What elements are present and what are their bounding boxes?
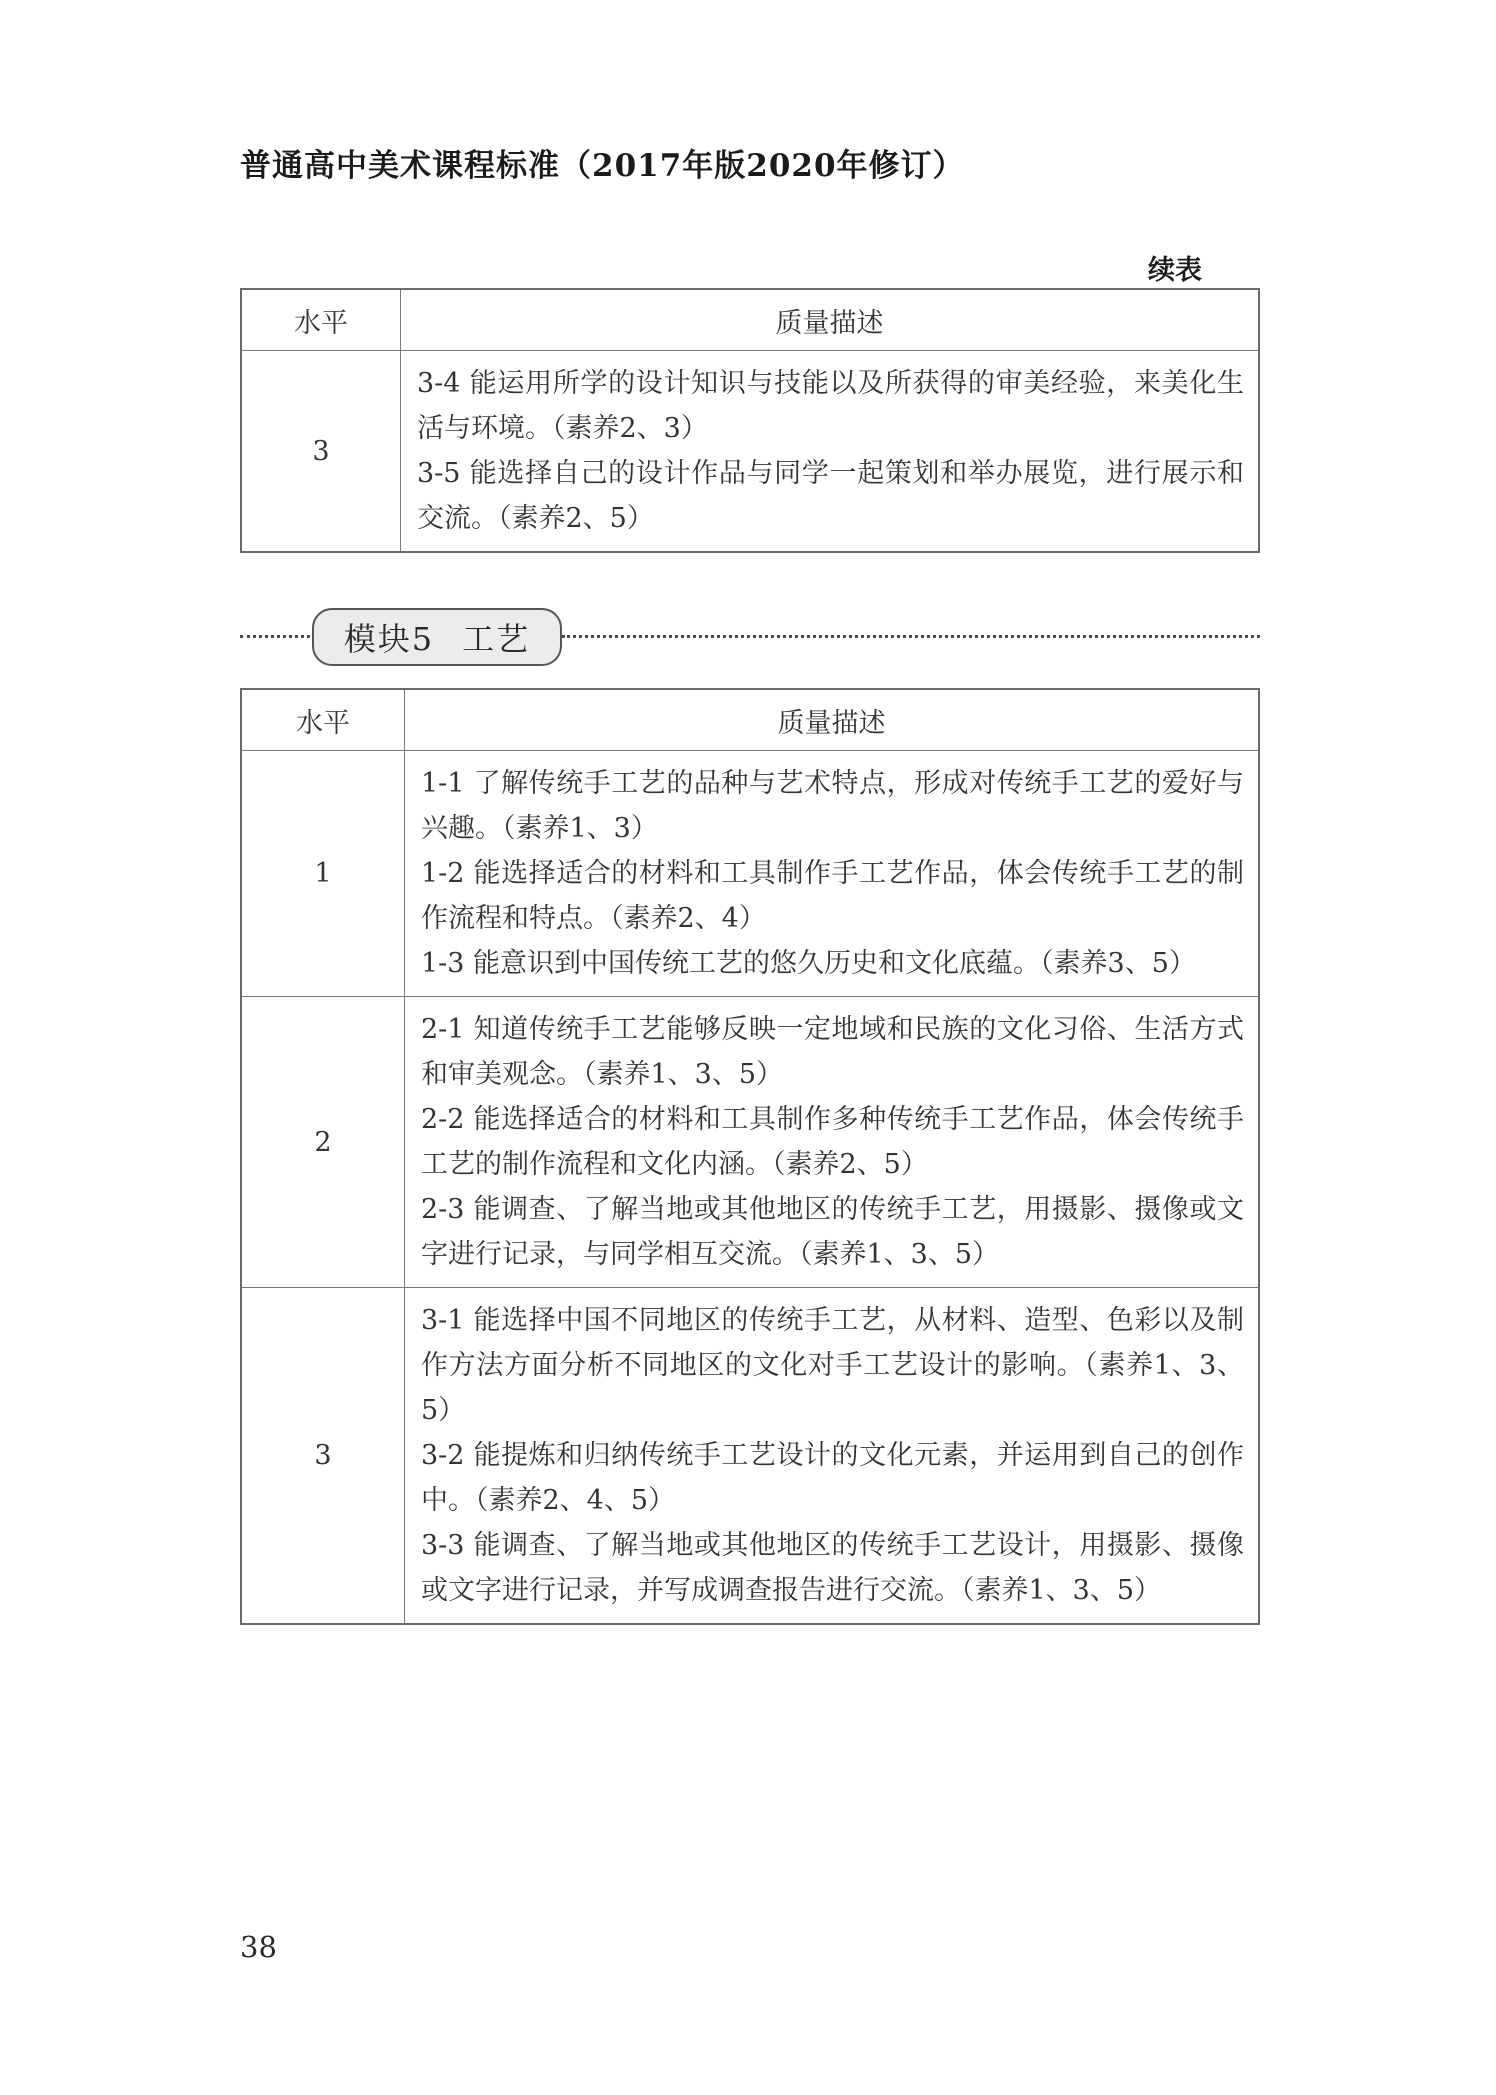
quality-item: 3-1 能选择中国不同地区的传统手工艺，从材料、造型、色彩以及制作方法方面分析不同地区的文化对手工艺设计的影响。（素养1、3、5） <box>421 1305 1244 1426</box>
quality-item: 2-2 能选择适合的材料和工具制作多种传统手工艺作品，体会传统手工艺的制作流程和文化内涵。（素养2、5） <box>421 1104 1244 1180</box>
level-cell: 2 <box>241 997 405 1288</box>
module-name: 工艺 <box>462 620 531 658</box>
description-cell <box>405 751 1260 997</box>
running-header-title: 普通高中美术课程标准（2017年版2020年修订） <box>240 148 965 184</box>
page-number: 38 <box>240 1930 277 1964</box>
quality-item: 3-2 能提炼和归纳传统手工艺设计的文化元素，并运用到自己的创作中。（素养2、4、5） <box>421 1440 1244 1516</box>
quality-item: 1-3 能意识到中国传统工艺的悠久历史和文化底蕴。（素养3、5） <box>421 948 1196 979</box>
quality-item: 3-4 能运用所学的设计知识与技能以及所获得的审美经验，来美化生活与环境。（素养2、3） <box>417 368 1244 444</box>
continued-table-label: 续表 <box>1148 255 1202 286</box>
column-header-level: 水平 <box>241 289 401 351</box>
column-header-level: 水平 <box>241 689 405 751</box>
quality-item: 3-5 能选择自己的设计作品与同学一起策划和举办展览，进行展示和交流。（素养2、5） <box>417 458 1244 534</box>
quality-item: 3-3 能调查、了解当地或其他地区的传统手工艺设计，用摄影、摄像或文字进行记录，并写成调查报告进行交流。（素养1、3、5） <box>421 1530 1244 1606</box>
quality-item: 2-1 知道传统手工艺能够反映一定地域和民族的文化习俗、生活方式和审美观念。（素养1、3、5） <box>421 1014 1244 1090</box>
quality-item: 2-3 能调查、了解当地或其他地区的传统手工艺，用摄影、摄像或文字进行记录，与同学相互交流。（素养1、3、5） <box>421 1194 1244 1270</box>
description-cell <box>405 997 1260 1288</box>
module-title-pill <box>312 608 562 666</box>
table-row <box>241 1288 1259 1625</box>
module-banner <box>240 608 1260 664</box>
description-cell <box>401 351 1260 553</box>
table-row <box>241 997 1259 1288</box>
table-row <box>241 351 1259 553</box>
table-header-row <box>241 689 1259 751</box>
quality-item: 1-2 能选择适合的材料和工具制作手工艺作品，体会传统手工艺的制作流程和特点。（素养2、4） <box>421 858 1244 934</box>
column-header-description: 质量描述 <box>401 289 1260 351</box>
level-cell: 1 <box>241 751 405 997</box>
quality-item: 1-1 了解传统手工艺的品种与艺术特点，形成对传统手工艺的爱好与兴趣。（素养1、3） <box>421 768 1244 844</box>
level-cell: 3 <box>241 351 401 553</box>
description-cell <box>405 1288 1260 1625</box>
table-row <box>241 751 1259 997</box>
quality-table-continued <box>240 288 1260 553</box>
column-header-description: 质量描述 <box>405 689 1260 751</box>
dotted-rule-left <box>240 635 310 638</box>
table-header-row <box>241 289 1259 351</box>
level-cell: 3 <box>241 1288 405 1625</box>
module-number: 模块5 <box>343 620 435 658</box>
dotted-rule-right <box>562 635 1260 638</box>
quality-table-module5 <box>240 688 1260 1625</box>
